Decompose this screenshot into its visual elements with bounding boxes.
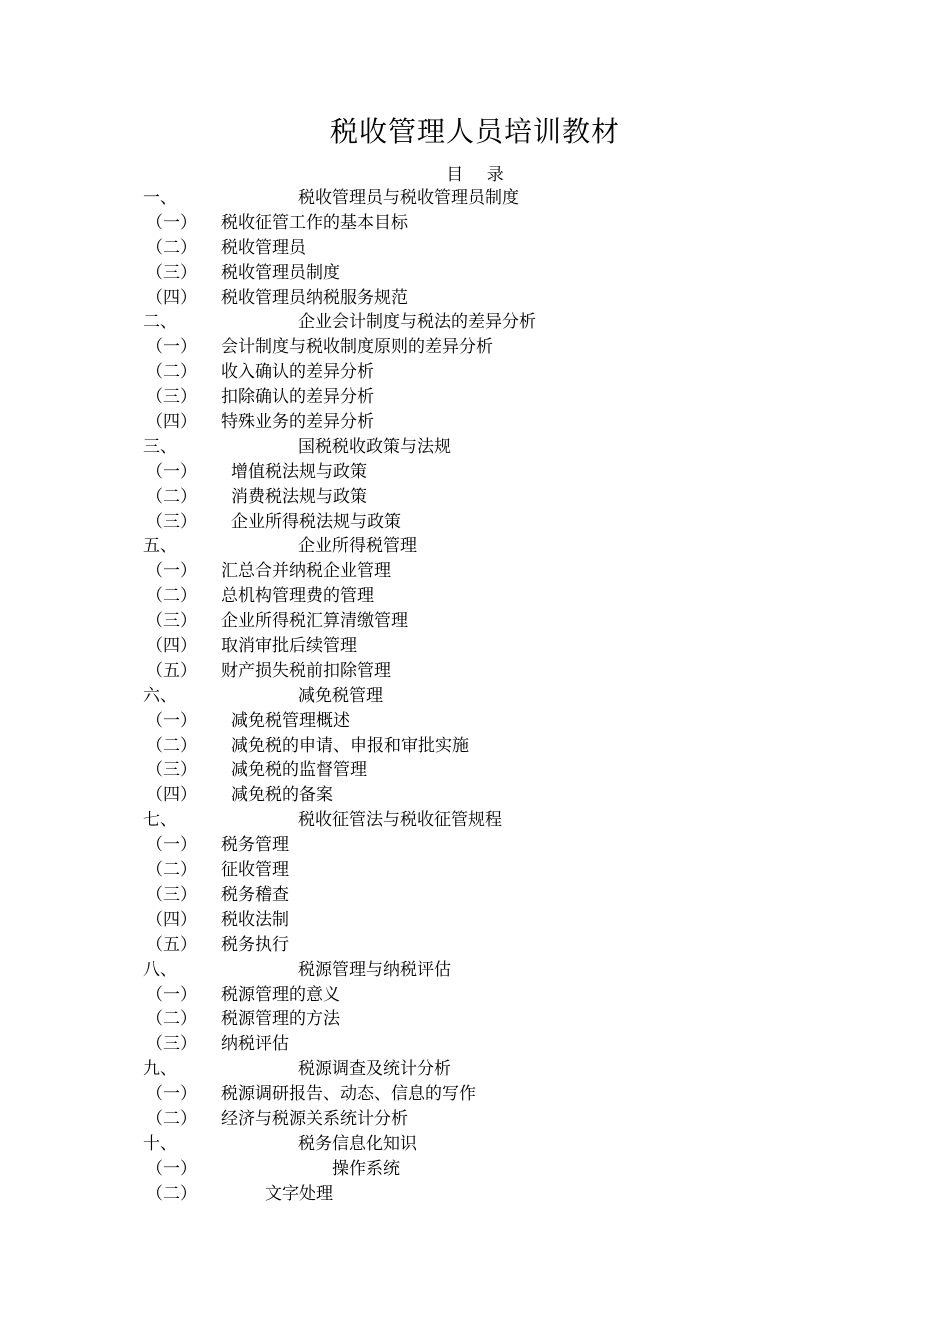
toc-entry-number: 五、 xyxy=(143,536,177,557)
toc-entry-number: （一） xyxy=(146,561,197,582)
toc-subsection-entry xyxy=(0,460,950,485)
toc-subsection-entry xyxy=(0,559,950,584)
toc-entry-number: （二） xyxy=(146,860,197,881)
toc-subsection-entry xyxy=(0,1157,950,1182)
toc-entry-text: 收入确认的差异分析 xyxy=(221,362,374,383)
toc-subsection-entry xyxy=(0,510,950,535)
toc-subsection-entry xyxy=(0,360,950,385)
toc-subsection-entry xyxy=(0,1007,950,1032)
toc-subsection-entry xyxy=(0,485,950,510)
toc-entry-text: 税收征管法与税收征管规程 xyxy=(298,810,502,831)
toc-entry-text: 减免税的申请、申报和审批实施 xyxy=(231,735,469,756)
toc-entry-text: 特殊业务的差异分析 xyxy=(221,412,374,433)
toc-entry-text: 增值税法规与政策 xyxy=(231,461,367,482)
toc-heading: 目 录 xyxy=(446,165,504,185)
toc-subsection-entry xyxy=(0,833,950,858)
toc-subsection-entry xyxy=(0,1182,950,1207)
toc-entry-text: 税收征管工作的基本目标 xyxy=(221,212,408,233)
toc-entry-text: 征收管理 xyxy=(221,860,289,881)
toc-entry-text: 企业会计制度与税法的差异分析 xyxy=(298,312,536,333)
toc-entry-number: （一） xyxy=(146,984,197,1005)
toc-entry-text: 国税税收政策与法规 xyxy=(298,436,451,457)
toc-entry-text: 企业所得税法规与政策 xyxy=(231,511,401,532)
toc-entry-text: 经济与税源关系统计分析 xyxy=(221,1108,408,1129)
toc-entry-number: 九、 xyxy=(143,1059,177,1080)
toc-entry-number: （三） xyxy=(146,760,197,781)
document-title: 税收管理人员培训教材 xyxy=(329,115,620,148)
table-of-contents xyxy=(0,186,950,1207)
toc-entry-text: 税源管理的方法 xyxy=(221,1009,340,1030)
toc-subsection-entry xyxy=(0,983,950,1008)
toc-section-entry xyxy=(0,958,950,983)
toc-entry-number: （四） xyxy=(146,287,197,308)
toc-subsection-entry xyxy=(0,261,950,286)
toc-entry-text: 消费税法规与政策 xyxy=(231,486,367,507)
toc-entry-number: （二） xyxy=(146,237,197,258)
toc-subsection-entry xyxy=(0,410,950,435)
toc-entry-text: 税收管理员纳税服务规范 xyxy=(221,287,408,308)
toc-entry-text: 纳税评估 xyxy=(221,1034,289,1055)
toc-entry-number: 十、 xyxy=(143,1133,177,1154)
toc-section-entry xyxy=(0,684,950,709)
toc-entry-number: （三） xyxy=(146,387,197,408)
toc-subsection-entry xyxy=(0,211,950,236)
toc-subsection-entry xyxy=(0,1107,950,1132)
toc-subsection-entry xyxy=(0,734,950,759)
toc-entry-text: 税收法制 xyxy=(221,909,289,930)
toc-entry-number: （二） xyxy=(146,486,197,507)
toc-subsection-entry xyxy=(0,1082,950,1107)
toc-entry-text: 税务执行 xyxy=(221,934,289,955)
toc-section-entry xyxy=(0,186,950,211)
toc-subsection-entry xyxy=(0,634,950,659)
toc-subsection-entry xyxy=(0,609,950,634)
toc-entry-number: （一） xyxy=(146,710,197,731)
toc-entry-number: 二、 xyxy=(143,312,177,333)
toc-entry-text: 操作系统 xyxy=(332,1158,400,1179)
toc-entry-text: 税务信息化知识 xyxy=(298,1133,417,1154)
toc-entry-text: 汇总合并纳税企业管理 xyxy=(221,561,391,582)
toc-entry-number: （一） xyxy=(146,461,197,482)
toc-entry-number: 一、 xyxy=(143,188,177,208)
toc-entry-number: （二） xyxy=(146,586,197,607)
toc-entry-number: （二） xyxy=(146,735,197,756)
toc-entry-text: 财产损失税前扣除管理 xyxy=(221,660,391,681)
toc-entry-number: （四） xyxy=(146,636,197,657)
toc-entry-number: 八、 xyxy=(143,959,177,980)
toc-entry-text: 取消审批后续管理 xyxy=(221,636,357,657)
toc-entry-number: （三） xyxy=(146,611,197,632)
toc-entry-number: 六、 xyxy=(143,685,177,706)
toc-entry-number: （一） xyxy=(146,1158,197,1179)
toc-entry-number: 七、 xyxy=(143,810,177,831)
toc-entry-number: （四） xyxy=(146,412,197,433)
toc-entry-text: 文字处理 xyxy=(265,1183,333,1204)
toc-subsection-entry xyxy=(0,659,950,684)
toc-entry-number: （四） xyxy=(146,909,197,930)
toc-subsection-entry xyxy=(0,584,950,609)
toc-entry-number: （二） xyxy=(146,1183,197,1204)
toc-subsection-entry xyxy=(0,858,950,883)
toc-subsection-entry xyxy=(0,335,950,360)
toc-entry-text: 企业所得税汇算清缴管理 xyxy=(221,611,408,632)
toc-entry-text: 会计制度与税收制度原则的差异分析 xyxy=(221,337,493,358)
toc-subsection-entry xyxy=(0,883,950,908)
toc-entry-text: 税源管理与纳税评估 xyxy=(298,959,451,980)
toc-entry-text: 税源管理的意义 xyxy=(221,984,340,1005)
toc-entry-text: 税务稽查 xyxy=(221,884,289,905)
toc-entry-text: 减免税的备案 xyxy=(231,785,333,806)
toc-entry-text: 税收管理员 xyxy=(221,237,306,258)
toc-entry-number: （四） xyxy=(146,785,197,806)
toc-subsection-entry xyxy=(0,286,950,311)
toc-subsection-entry xyxy=(0,783,950,808)
toc-entry-number: 三、 xyxy=(143,436,177,457)
toc-entry-text: 扣除确认的差异分析 xyxy=(221,387,374,408)
toc-section-entry xyxy=(0,808,950,833)
toc-subsection-entry xyxy=(0,385,950,410)
toc-entry-text: 减免税管理概述 xyxy=(231,710,350,731)
toc-entry-number: （三） xyxy=(146,1034,197,1055)
toc-entry-number: （三） xyxy=(146,262,197,283)
toc-subsection-entry xyxy=(0,908,950,933)
toc-entry-number: （一） xyxy=(146,337,197,358)
toc-entry-text: 税务管理 xyxy=(221,835,289,856)
toc-subsection-entry xyxy=(0,709,950,734)
toc-section-entry xyxy=(0,1132,950,1157)
toc-entry-text: 减免税的监督管理 xyxy=(231,760,367,781)
toc-entry-number: （三） xyxy=(146,884,197,905)
toc-entry-number: （一） xyxy=(146,1084,197,1105)
toc-entry-text: 总机构管理费的管理 xyxy=(221,586,374,607)
toc-entry-number: （五） xyxy=(146,934,197,955)
toc-entry-text: 税收管理员制度 xyxy=(221,262,340,283)
toc-entry-number: （二） xyxy=(146,1108,197,1129)
toc-section-entry xyxy=(0,435,950,460)
toc-subsection-entry xyxy=(0,1032,950,1057)
toc-entry-number: （一） xyxy=(146,835,197,856)
toc-section-entry xyxy=(0,1057,950,1082)
toc-entry-text: 税源调研报告、动态、信息的写作 xyxy=(221,1084,476,1105)
toc-section-entry xyxy=(0,534,950,559)
toc-subsection-entry xyxy=(0,758,950,783)
toc-section-entry xyxy=(0,310,950,335)
toc-entry-text: 减免税管理 xyxy=(298,685,383,706)
toc-entry-number: （一） xyxy=(146,212,197,233)
toc-entry-text: 税收管理员与税收管理员制度 xyxy=(298,188,519,208)
toc-subsection-entry xyxy=(0,236,950,261)
toc-entry-text: 税源调查及统计分析 xyxy=(298,1059,451,1080)
toc-subsection-entry xyxy=(0,933,950,958)
toc-entry-text: 企业所得税管理 xyxy=(298,536,417,557)
toc-entry-number: （三） xyxy=(146,511,197,532)
toc-entry-number: （二） xyxy=(146,362,197,383)
toc-entry-number: （五） xyxy=(146,660,197,681)
toc-entry-number: （二） xyxy=(146,1009,197,1030)
